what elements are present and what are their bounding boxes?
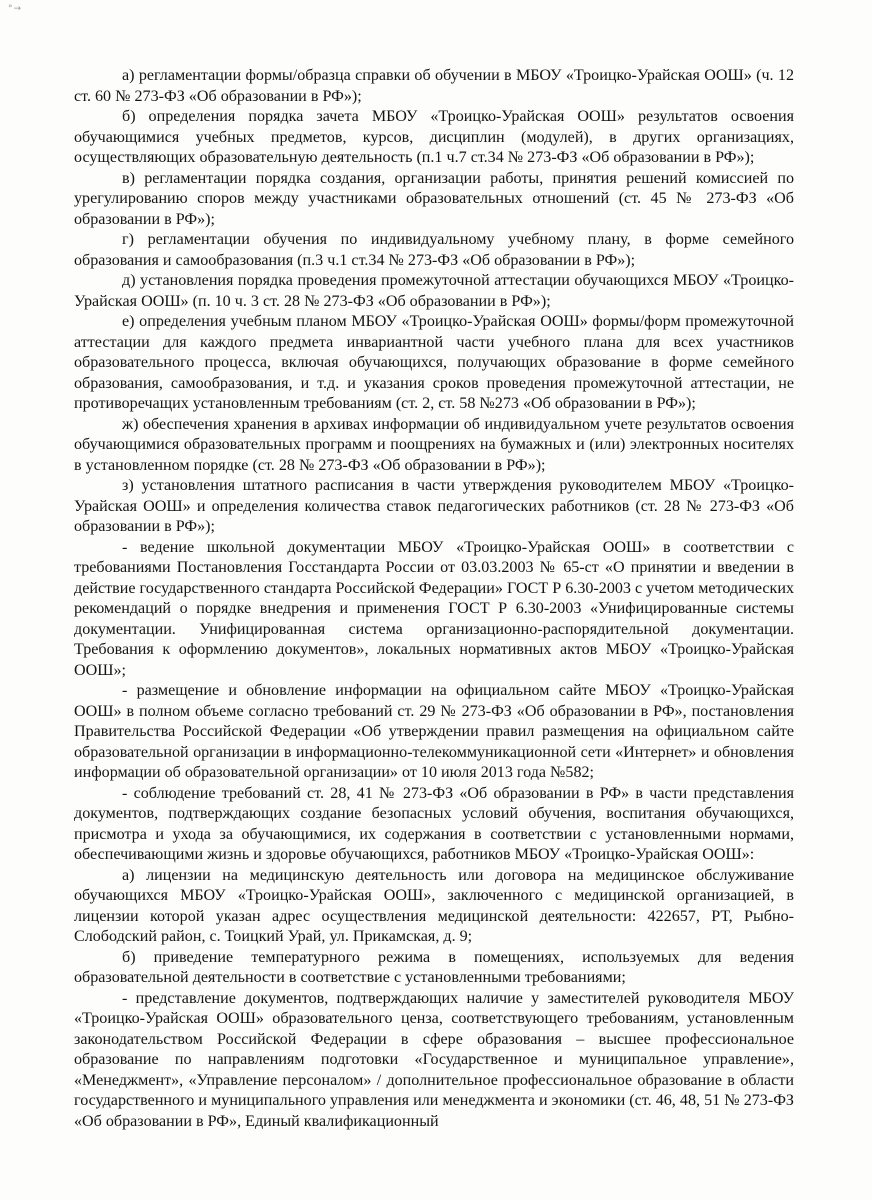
scan-artifact-mark: °→ [8, 4, 23, 14]
paragraph-a-certificate-form: а) регламентации формы/образца справки об обучении в МБОУ «Троицко-Урайская ООШ» (ч. 12 ст. 60 № 273-ФЗ «Об образовании в РФ»); [74, 67, 794, 105]
paragraph-d-intermediate-attestation: д) установления порядка проведения промежуточной аттестации обучающихся МБОУ «Троицко-Урайская ООШ» (п. 10 ч. 3 ст. 28 № 273-ФЗ «Об образовании в РФ»); [74, 272, 794, 310]
paragraph-g-individual-plan: г) регламентации обучения по индивидуальному учебному плану, в форме семейного образования и самообразования (п.3 ч.1 ст.34 № 273-ФЗ «Об образовании в РФ»); [74, 231, 794, 269]
paragraph-e-attestation-forms: е) определения учебным планом МБОУ «Троицко-Урайская ООШ» формы/форм промежуточной аттестации для каждого предмета инвариантной части учебного плана для всех участников образовательного процесса, включая обучающихся, получающих образование в форме семейного образования, самообразования, и т.д. и указания сроков проведения промежуточной аттестации, не противоречащих установленным требованиям (ст. 2, ст. 58 №273 «Об образовании в РФ»); [74, 313, 794, 412]
document-body [74, 66, 794, 1132]
paragraph-v-disputes-commission: в) регламентации порядка создания, организации работы, принятия решений комиссией по урегулированию споров между участниками образовательных отношений (ст. 45 № 273-ФЗ «Об образовании в РФ»); [74, 169, 794, 228]
paragraph-a-medical-license: а) лицензии на медицинскую деятельность или договора на медицинское обслуживание обучающихся МБОУ «Троицко-Урайская ООШ», заключенного с медицинской организацией, в лицензии которой указан адрес осуществления медицинской деятельности: 422657, РТ, Рыбно-Слободский район, с. Тоицкий Урай, ул. Прикамская, д. 9; [74, 866, 794, 945]
paragraph-zh-archive-storage: ж) обеспечения хранения в архивах информации об индивидуальном учете результатов освоения обучающимися образовательных программ и поощрениях на бумажных и (или) электронных носителях в установленном порядке (ст. 28 № 273-ФЗ «Об образовании в РФ»); [74, 415, 794, 474]
paragraph-website-information: - размещение и обновление информации на официальном сайте МБОУ «Троицко-Урайская ООШ» в полном объеме согласно требований ст. 29 № 273-ФЗ «Об образовании в РФ», постановления Правительства Российской Федерации «Об утверждении правил размещения на официальном сайте образовательной организации в информационно-телекоммуникационной сети «Интернет» и обновления информации об образовательной организации» от 10 июля 2013 года №582; [74, 682, 794, 781]
paragraph-b-credit-results: б) определения порядка зачета МБОУ «Троицко-Урайская ООШ» результатов освоения обучающимися учебных предметов, курсов, дисциплин (модулей), в других организациях, осуществляющих образовательную деятельность (п.1 ч.7 ст.34 № 273-ФЗ «Об образовании в РФ»); [74, 108, 794, 166]
paragraph-school-documentation: - ведение школьной документации МБОУ «Троицко-Урайская ООШ» в соответствии с требованиями Постановления Госстандарта России от 03.03.2003 № 65-ст «О принятии и введении в действие государственного стандарта Российской Федерации» ГОСТ Р 6.30-2003 с учетом методических рекомендаций о порядке внедрения и применения ГОСТ Р 6.30-2003 «Унифицированные системы документации. Унифицированная система организационно-распорядительной документации. Требования к оформлению документов», локальных нормативных актов МБОУ «Троицко-Урайская ООШ»; [74, 538, 794, 679]
paragraph-deputy-qualification: - представление документов, подтверждающих наличие у заместителей руководителя МБОУ «Троицко-Урайская ООШ» образовательного ценза, соответствующего требованиям, установленным законодательством Российской Федерации в сфере образования – высшее профессиональное образование по направлениям подготовки «Государственное и муниципальное управление», «Менеджмент», «Управление персоналом» / дополнительное профессиональное образование в области государственного и муниципального управления или менеджмента и экономики (ст. 46, 48, 51 № 273-ФЗ «Об образовании в РФ», Единый квалификационный [74, 989, 794, 1130]
paragraph-z-staff-schedule: з) установления штатного расписания в части утверждения руководителем МБОУ «Троицко-Урайская ООШ» и определения количества ставок педагогических работников (ст. 28 № 273-ФЗ «Об образовании в РФ»); [74, 477, 794, 535]
paragraph-b-temperature-regime: б) приведение температурного режима в помещениях, используемых для ведения образовательной деятельности в соответствие с установленными требованиями; [74, 948, 794, 986]
paragraph-safety-requirements: - соблюдение требований ст. 28, 41 № 273-ФЗ «Об образовании в РФ» в части представления документов, подтверждающих создание безопасных условий обучения, воспитания обучающихся, присмотра и ухода за обучающимися, их содержания в соответствии с установленными нормами, обеспечивающими жизнь и здоровье обучающихся, работников МБОУ «Троицко-Урайская ООШ»: [74, 784, 794, 863]
